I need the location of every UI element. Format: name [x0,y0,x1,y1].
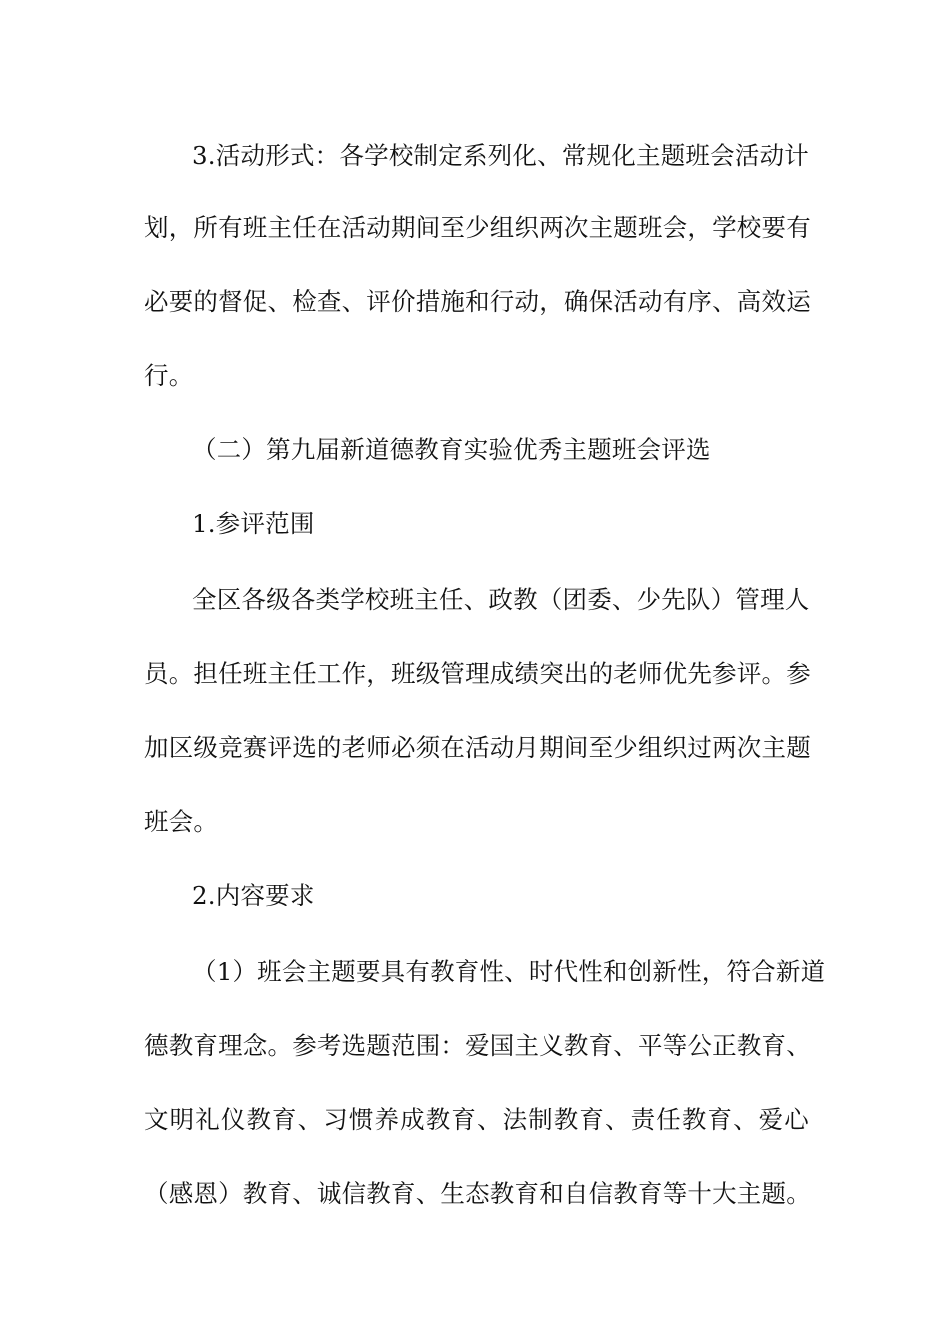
paragraph-requirements-line-2: 德教育理念。参考选题范围：爱国主义教育、平等公正教育、 [144,1031,811,1060]
paragraph-requirements-line-1: （1）班会主题要具有教育性、时代性和创新性，符合新道 [192,957,826,986]
subheading-scope: 1.参评范围 [192,509,315,538]
paragraph-activity-form-line-3: 必要的督促、检查、评价措施和行动，确保活动有序、高效运 [144,287,811,316]
paragraph-activity-form-line-2: 划，所有班主任在活动期间至少组织两次主题班会，学校要有 [144,213,811,242]
paragraph-requirements-line-3: 文明礼仪教育、习惯养成教育、法制教育、责任教育、爱心 [144,1105,809,1134]
paragraph-scope-line-1: 全区各级各类学校班主任、政教（团委、少先队）管理人 [192,585,810,614]
paragraph-scope-line-2: 员。担任班主任工作，班级管理成绩突出的老师优先参评。参 [144,659,811,688]
subheading-content-requirements: 2.内容要求 [192,881,315,910]
paragraph-activity-form-line-4: 行。 [144,361,194,390]
section-heading-selection: （二）第九届新道德教育实验优秀主题班会评选 [192,435,711,464]
paragraph-activity-form-line-1: 3.活动形式：各学校制定系列化、常规化主题班会活动计 [192,141,809,170]
paragraph-scope-line-3: 加区级竞赛评选的老师必须在活动月期间至少组织过两次主题 [144,733,811,762]
paragraph-scope-line-4: 班会。 [144,807,219,836]
paragraph-requirements-line-4: （感恩）教育、诚信教育、生态教育和自信教育等十大主题。 [144,1179,811,1208]
